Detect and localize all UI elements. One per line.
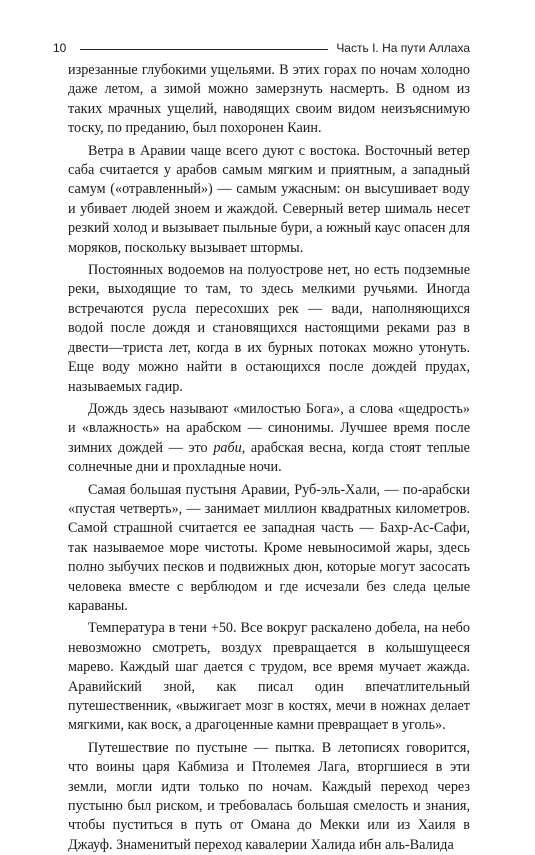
paragraph-desert: Самая большая пустыня Аравии, Руб-эль-Хали, — по-арабски «пустая четверть», — занимает миллион квадратных километров. Самой страшной считается ее западная часть — Бахр-Ас-Сафи, так называемое море чистоты. Кроме невыносимой жары, здесь полно зыбучих песков и подвижных дюн, которые могут засосать человека вместе с верблюдом и где исчезали без следа целые караваны.	[68, 481, 470, 614]
paragraph-rain	[68, 400, 470, 478]
rain-text-end: , арабская весна, когда стоят теплые солнечные дни и прохладные ночи.	[68, 439, 470, 476]
header-rule	[80, 49, 328, 50]
paragraph-journey: Путешествие по пустыне — пытка. В летописях говорится, что воины царя Кабмиза и Птолемея Лага, вторгшиеся в эти земли, могли идти только по ночам. Каждый переход через пустыню был риском, и требовалась большая смелость и знания, чтобы пуститься в путь от Омана до Мекки или из Хаиля в Джауф. Знаменитый переход кавалерии Халида ибн аль-Валида	[68, 739, 470, 853]
page-number: 10	[53, 41, 67, 55]
rain-text-start: Дождь здесь называют «милостью Бога», а слова «щедрость» и «влажность» на арабском — синонимы. Лучшее время после зимних дождей — это	[68, 400, 470, 456]
body-text	[68, 61, 470, 855]
running-title: Часть I. На пути Аллаха	[336, 41, 470, 55]
paragraph-water: Постоянных водоемов на полуострове нет, но есть подземные реки, выходящие то там, то здесь мелкими ручьями. Иногда встречаются русла пересохших рек — вади, наполняющихся водой после дождя и становящихся настоящими реками раз в двести—триста лет, когда в их бурных потоках можно утонуть. Еще воду можно найти в остающихся после дождей прудах, называемых гадир.	[68, 262, 470, 395]
running-head	[53, 39, 470, 57]
paragraph-continued: изрезанные глубокими ущельями. В этих горах по ночам холодно даже летом, а зимой можно замерзнуть насмерть. В одном из таких мрачных ущелий, наводящих своим видом неизъяснимую тоску, по преданию, был похоронен Каин.	[68, 62, 470, 137]
paragraph-winds: Ветра в Аравии чаще всего дуют с востока. Восточный ветер саба считается у арабов самым мягким и приятным, а западный самум («отравленный») — самым ужасным: он высушивает воду и убивает людей зноем и жаждой. Северный ветер шималь несет резкий холод и вызывает пыльные бури, а южный каус опасен для моряков, поскольку вызывает штормы.	[68, 142, 470, 256]
rabi-term: раби	[213, 439, 242, 456]
paragraph-heat: Температура в тени +50. Все вокруг раскалено добела, на небо невозможно смотреть, воздух превращается в колышущееся марево. Каждый шаг дается с трудом, все время мучает жажда. Аравийский зной, как писал один впечатлительный путешественник, «выжигает мозг в костях, мечи в ножнах делает мягкими, как воск, а драгоценные камни превращает в уголь».	[68, 620, 470, 734]
